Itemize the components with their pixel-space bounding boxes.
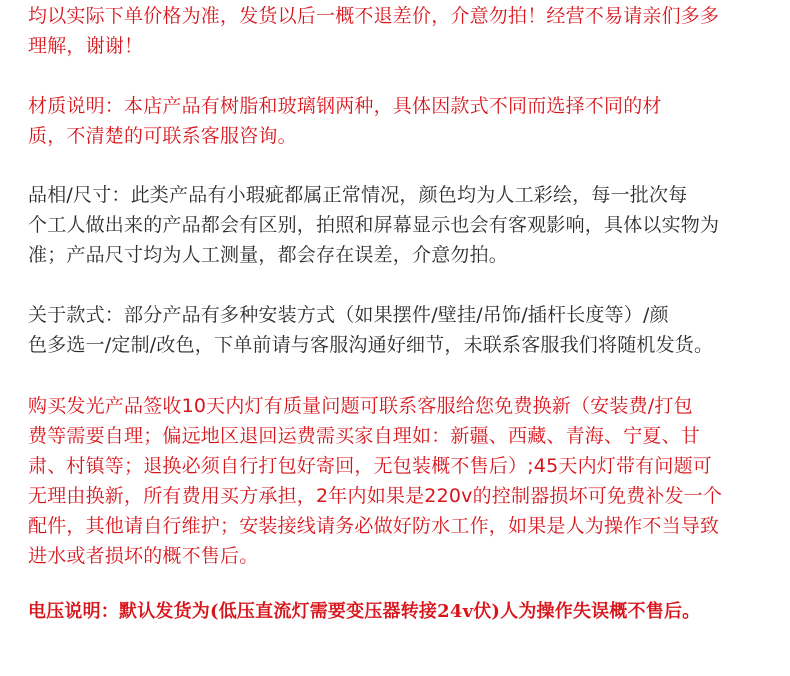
warranty-line-1: 购买发光产品签收10天内灯有质量问题可联系客服给您免费换新（安装费/打包 [28,395,693,417]
quality-line-3: 准；产品尺寸均为人工测量，都会存在误差，介意勿拍。 [28,244,509,266]
warranty-line-4: 无理由换新，所有费用买方承担，2年内如果是220v的控制器损坏可免费补发一个 [28,485,723,507]
pricing-line-2: 理解，谢谢！ [28,35,144,57]
quality-size-notice [28,180,768,270]
warranty-line-3: 肃、村镇等；退换必须自行打包好寄回，无包装概不售后）;45天内灯带有问题可 [28,455,712,477]
material-notice [28,91,768,151]
voltage-notice [28,597,768,627]
quality-line-1: 品相/尺寸：此类产品有小瑕疵都属正常情况，颜色均为人工彩绘，每一批次每 [28,184,688,206]
style-line-2: 色多选一/定制/改色，下单前请与客服沟通好细节，未联系客服我们将随机发货。 [28,334,714,356]
pricing-line-1: 均以实际下单价格为准，发货以后一概不退差价，介意勿拍！经营不易请亲们多多 [28,5,720,27]
voltage-line-1: 电压说明：默认发货为(低压直流灯需要变压器转接24v伏)人为操作失误概不售后。 [28,601,701,622]
warranty-line-2: 费等需要自理；偏远地区退回运费需买家自理如：新疆、西藏、青海、宁夏、甘 [28,425,701,447]
style-notice [28,300,768,360]
quality-line-2: 个工人做出来的产品都会有区别，拍照和屏幕显示也会有客观影响，具体以实物为 [28,214,720,236]
material-line-2: 质，不清楚的可联系客服咨询。 [28,125,297,147]
style-line-1: 关于款式：部分产品有多种安装方式（如果摆件/壁挂/吊饰/插杆长度等）/颜 [28,304,669,326]
warranty-notice [28,391,768,571]
material-line-1: 材质说明：本店产品有树脂和玻璃钢两种，具体因款式不同而选择不同的材 [28,95,662,117]
warranty-line-6: 进水或者损坏的概不售后。 [28,545,259,567]
pricing-notice [28,1,768,61]
warranty-line-5: 配件，其他请自行维护；安装接线请务必做好防水工作，如果是人为操作不当导致 [28,515,720,537]
